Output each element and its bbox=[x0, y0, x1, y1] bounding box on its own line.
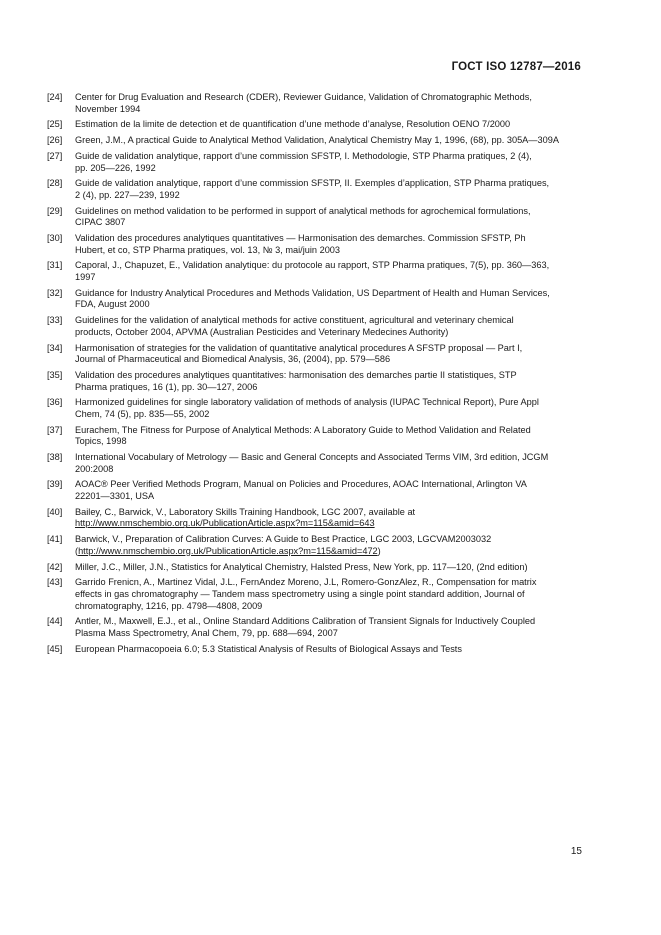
reference-text-line: Guide de validation analytique, rapport d’une commission SFSTP, I. Methodologie, STP Pharma pratiques, 2 (4), bbox=[75, 150, 532, 161]
reference-number: [25] bbox=[47, 119, 63, 130]
reference-text-line: 2 (4), pp. 227—239, 1992 bbox=[75, 189, 180, 200]
reference-list bbox=[40, 92, 585, 659]
reference-text bbox=[75, 92, 585, 115]
reference-text-line: Antler, M., Maxwell, E.J., et al., Online Standard Additions Calibration of Transient Signals for Inductively Coupled bbox=[75, 616, 536, 627]
reference-item bbox=[40, 135, 585, 147]
reference-number: [33] bbox=[47, 315, 63, 326]
reference-text-line: 200:2008 bbox=[75, 463, 114, 474]
reference-item bbox=[40, 151, 585, 174]
reference-item bbox=[40, 534, 585, 557]
document-header-title: ГОСТ ISO 12787—2016 bbox=[451, 61, 581, 73]
reference-url-link[interactable]: http://www.nmschembio.org.uk/PublicationArticle.aspx?m=115&amid=472 bbox=[78, 545, 378, 556]
reference-text bbox=[75, 178, 585, 201]
reference-number: [29] bbox=[47, 205, 63, 216]
reference-text bbox=[75, 644, 585, 656]
reference-text-line: Barwick, V., Preparation of Calibration Curves: A Guide to Best Practice, LGC 2003, LGCVAM2003032 bbox=[75, 534, 492, 545]
reference-number: [34] bbox=[47, 342, 63, 353]
reference-number: [41] bbox=[47, 534, 63, 545]
reference-number: [38] bbox=[47, 452, 63, 463]
reference-text bbox=[75, 206, 585, 229]
reference-text-line: Harmonisation of strategies for the validation of quantitative analytical procedures A SFSTP proposal — Part I, bbox=[75, 342, 523, 353]
reference-text-line: Topics, 1998 bbox=[75, 436, 127, 447]
reference-text bbox=[75, 288, 585, 311]
reference-text bbox=[75, 562, 585, 574]
reference-item bbox=[40, 370, 585, 393]
reference-text-line: Garrido Frenicn, A., Martinez Vidal, J.L., FernAndez Moreno, J.L, Romero-GonzAlez, R., Compensation for matrix bbox=[75, 577, 537, 588]
reference-item bbox=[40, 479, 585, 502]
reference-text bbox=[75, 577, 585, 612]
reference-item bbox=[40, 206, 585, 229]
reference-text-line: November 1994 bbox=[75, 103, 141, 114]
reference-item bbox=[40, 178, 585, 201]
reference-text bbox=[75, 343, 585, 366]
reference-item bbox=[40, 425, 585, 448]
reference-item bbox=[40, 616, 585, 639]
reference-number: [37] bbox=[47, 424, 63, 435]
reference-text-line: chromatography, 1216, pp. 4798—4808, 2009 bbox=[75, 600, 263, 611]
reference-text: Barwick, V., Preparation of Calibration Curves: A Guide to Best Practice, LGC 2003, LGCVAM2003032 (http://www.nmschembio.org.uk/PublicationArticle.aspx?m=115&amid=472) bbox=[75, 534, 585, 557]
reference-number: [45] bbox=[47, 643, 63, 654]
reference-number: [31] bbox=[47, 260, 63, 271]
reference-number: [43] bbox=[47, 577, 63, 588]
reference-text-line: Guidance for Industry Analytical Procedures and Methods Validation, US Department of Health and Human Services, bbox=[75, 287, 550, 298]
reference-number: [28] bbox=[47, 178, 63, 189]
reference-text-line: Miller, J.C., Miller, J.N., Statistics for Analytical Chemistry, Halsted Press, New York, pp. 117—120, (2nd edition) bbox=[75, 561, 528, 572]
reference-text bbox=[75, 397, 585, 420]
reference-text-line: International Vocabulary of Metrology — Basic and General Concepts and Associated Terms VIM, 3rd edition, JCGM bbox=[75, 452, 549, 463]
reference-text-line: FDA, August 2000 bbox=[75, 299, 150, 310]
reference-text-line: 1997 bbox=[75, 272, 96, 283]
reference-number: [42] bbox=[47, 561, 63, 572]
reference-text-line: Estimation de la limite de detection et de quantification d’une methode d’analyse, Resolution OENO 7/2000 bbox=[75, 119, 511, 130]
reference-number: [44] bbox=[47, 616, 63, 627]
reference-item bbox=[40, 562, 585, 574]
reference-text bbox=[75, 315, 585, 338]
reference-text-line: Hubert, et co, STP Pharma pratiques, vol. 13, № 3, mai/juin 2003 bbox=[75, 244, 341, 255]
reference-text-line: CIPAC 3807 bbox=[75, 217, 126, 228]
reference-text bbox=[75, 479, 585, 502]
reference-item bbox=[40, 233, 585, 256]
reference-number: [24] bbox=[47, 92, 63, 102]
reference-item bbox=[40, 260, 585, 283]
reference-text bbox=[75, 425, 585, 448]
page-number: 15 bbox=[570, 846, 582, 857]
reference-item bbox=[40, 288, 585, 311]
reference-text-line: Plasma Mass Spectrometry, Anal Chem, 79, pp. 688—694, 2007 bbox=[75, 627, 338, 638]
reference-item bbox=[40, 507, 585, 530]
reference-text-line: Guidelines for the validation of analytical methods for active constituent, agricultural and veterinary chemical bbox=[75, 315, 514, 326]
reference-text bbox=[75, 119, 585, 131]
reference-text bbox=[75, 370, 585, 393]
reference-text-line: AOAC® Peer Verified Methods Program, Manual on Policies and Procedures, AOAC International, Arlington VA bbox=[75, 479, 527, 490]
reference-text bbox=[75, 135, 585, 147]
reference-number: [30] bbox=[47, 233, 63, 244]
reference-text-line: European Pharmacopoeia 6.0; 5.3 Statistical Analysis of Results of Biological Assays and Tests bbox=[75, 643, 462, 654]
reference-item bbox=[40, 315, 585, 338]
reference-text-line: Guidelines on method validation to be performed in support of analytical methods for agrochemical formulations, bbox=[75, 205, 531, 216]
reference-text bbox=[75, 260, 585, 283]
reference-text-line: pp. 205—226, 1992 bbox=[75, 162, 156, 173]
reference-text bbox=[75, 452, 585, 475]
reference-text bbox=[75, 151, 585, 174]
reference-text-line: Harmonized guidelines for single laboratory validation of methods of analysis (IUPAC Technical Report), Pure Appl bbox=[75, 397, 539, 408]
reference-text-line: 22201—3301, USA bbox=[75, 491, 155, 502]
reference-text-line: Validation des procedures analytiques quantitatives — Harmonisation des demarches. Commission SFSTP, Ph bbox=[75, 233, 526, 244]
reference-text-line: Green, J.M., A practical Guide to Analytical Method Validation, Analytical Chemistry May 1, 1996, (68), pp. 305A—309A bbox=[75, 135, 559, 146]
reference-item bbox=[40, 644, 585, 656]
reference-item bbox=[40, 397, 585, 420]
reference-text-line: Guide de validation analytique, rapport d’une commission SFSTP, II. Exemples d’application, STP Pharma pratiques, bbox=[75, 178, 550, 189]
reference-text-line: effects in gas chromatography — Tandem mass spectrometry using a single point standard addition, Journal of bbox=[75, 588, 525, 599]
reference-item bbox=[40, 452, 585, 475]
reference-text-line: Eurachem, The Fitness for Purpose of Analytical Methods: A Laboratory Guide to Method Validation and Related bbox=[75, 424, 531, 435]
reference-text bbox=[75, 233, 585, 256]
reference-number: [39] bbox=[47, 479, 63, 490]
reference-number: [36] bbox=[47, 397, 63, 408]
reference-number: [27] bbox=[47, 150, 63, 161]
reference-text-line: Journal of Pharmaceutical and Biomedical Analysis, 36, (2004), pp. 579—586 bbox=[75, 354, 391, 365]
reference-text bbox=[75, 507, 585, 530]
reference-item bbox=[40, 119, 585, 131]
reference-number: [40] bbox=[47, 506, 63, 517]
reference-number: [35] bbox=[47, 369, 63, 380]
reference-number: [32] bbox=[47, 287, 63, 298]
reference-item bbox=[40, 92, 585, 115]
reference-url-link[interactable]: http://www.nmschembio.org.uk/PublicationArticle.aspx?m=115&amid=643 bbox=[75, 518, 375, 529]
reference-text-line: Caporal, J., Chapuzet, E., Validation analytique: du protocole au rapport, STP Pharma pratiques, 7(5), pp. 360—363, bbox=[75, 260, 550, 271]
reference-text-line: Validation des procedures analytiques quantitatives: harmonisation des demarches partie II statistiques, STP bbox=[75, 369, 517, 380]
reference-number: [26] bbox=[47, 135, 63, 146]
reference-text-line: Center for Drug Evaluation and Research (CDER), Reviewer Guidance, Validation of Chromatographic Methods, bbox=[75, 92, 532, 102]
reference-text bbox=[75, 616, 585, 639]
reference-text-line: Chem, 74 (5), pp. 835—55, 2002 bbox=[75, 408, 210, 419]
reference-text-line: Bailey, C., Barwick, V., Laboratory Skills Training Handbook, LGC 2007, available at bbox=[75, 506, 416, 517]
reference-item bbox=[40, 577, 585, 612]
reference-text-line: Pharma pratiques, 16 (1), pp. 30—127, 2006 bbox=[75, 381, 258, 392]
reference-item bbox=[40, 343, 585, 366]
reference-text-line: products, October 2004, APVMA (Australian Pesticides and Veterinary Medecines Authority) bbox=[75, 326, 449, 337]
